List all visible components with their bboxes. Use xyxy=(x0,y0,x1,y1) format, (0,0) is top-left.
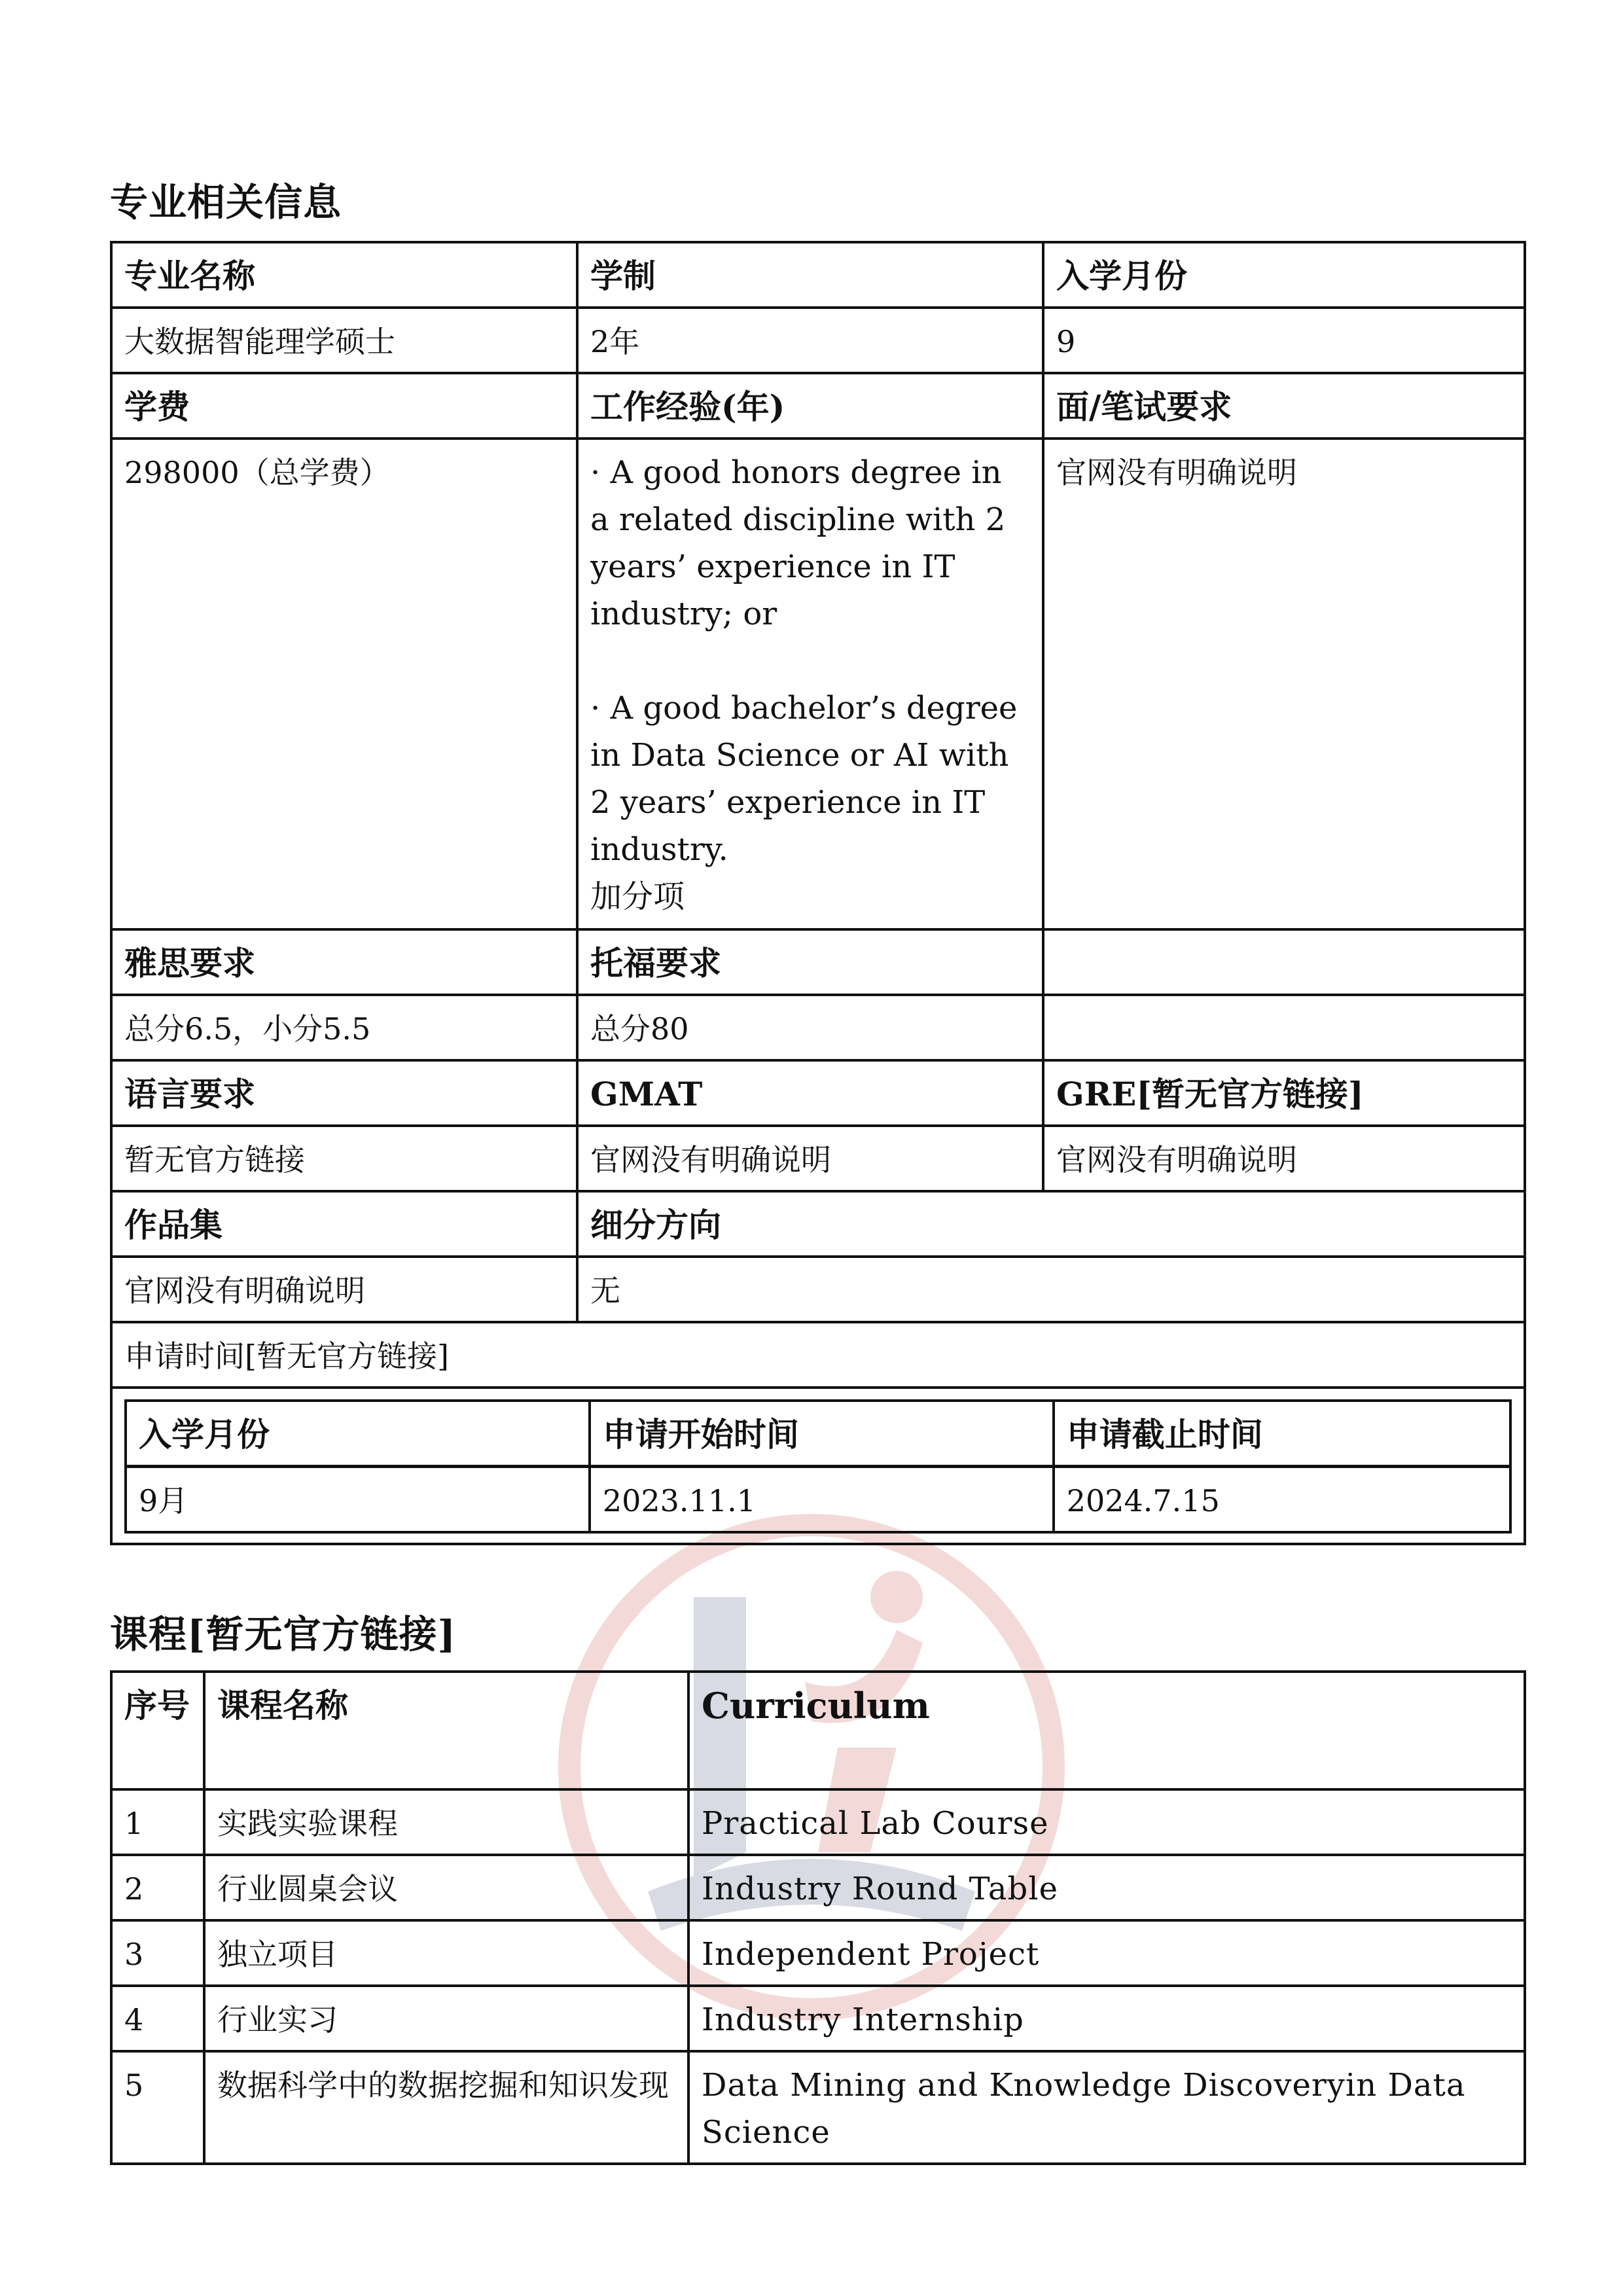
schedule-start-value: 2023.11.1 xyxy=(590,1467,1054,1533)
work-experience-item-1: · A good honors degree in a related discipline with 2 years’ experience in IT industry; or xyxy=(590,454,1006,632)
interview-label: 面/笔试要求 xyxy=(1043,373,1525,439)
gmat-label: GMAT xyxy=(577,1060,1043,1126)
curriculum-header-cn: 课程名称 xyxy=(204,1672,688,1789)
toefl-label: 托福要求 xyxy=(577,929,1043,995)
intake-value: 9 xyxy=(1043,308,1525,373)
intake-label: 入学月份 xyxy=(1043,242,1525,308)
language-label: 语言要求 xyxy=(111,1060,577,1126)
course-no: 3 xyxy=(111,1920,204,1986)
tuition-label: 学费 xyxy=(111,373,577,439)
curriculum-header-no: 序号 xyxy=(111,1672,204,1789)
schedule-intake-value: 9月 xyxy=(126,1467,590,1533)
course-cn: 数据科学中的数据挖掘和知识发现 xyxy=(204,2051,688,2164)
course-no: 5 xyxy=(111,2051,204,2164)
work-experience-item-2: · A good bachelor’s degree in Data Science or AI with 2 years’ experience in IT industry. xyxy=(590,690,1018,868)
schedule-header-deadline: 申请截止时间 xyxy=(1054,1401,1510,1467)
course-en: Industry Round Table xyxy=(688,1855,1525,1920)
schedule-header-start: 申请开始时间 xyxy=(590,1401,1054,1467)
curriculum-header-en: Curriculum xyxy=(688,1672,1525,1789)
table-row xyxy=(111,1920,1525,1986)
section-title-program-info: 专业相关信息 xyxy=(110,180,342,224)
gre-label: GRE[暂无官方链接] xyxy=(1043,1060,1525,1126)
work-experience-label: 工作经验(年) xyxy=(577,373,1043,439)
interview-value: 官网没有明确说明 xyxy=(1043,439,1525,929)
program-info-table xyxy=(110,241,1526,1545)
curriculum-table xyxy=(110,1670,1526,2165)
course-en: Practical Lab Course xyxy=(688,1789,1525,1855)
course-cn: 独立项目 xyxy=(204,1920,688,1986)
section-title-curriculum: 课程[暂无官方链接] xyxy=(110,1612,456,1657)
specialization-label: 细分方向 xyxy=(577,1191,1525,1257)
tuition-value: 298000（总学费） xyxy=(111,439,577,929)
course-cn: 行业实习 xyxy=(204,1986,688,2051)
course-en: Independent Project xyxy=(688,1920,1525,1986)
program-name-label: 专业名称 xyxy=(111,242,577,308)
gmat-value: 官网没有明确说明 xyxy=(577,1126,1043,1191)
ielts-label: 雅思要求 xyxy=(111,929,577,995)
schedule-deadline-value: 2024.7.15 xyxy=(1054,1467,1510,1533)
application-time-label: 申请时间[暂无官方链接] xyxy=(111,1322,1525,1388)
course-cn: 实践实验课程 xyxy=(204,1789,688,1855)
gre-value: 官网没有明确说明 xyxy=(1043,1126,1525,1191)
portfolio-value: 官网没有明确说明 xyxy=(111,1257,577,1322)
program-name-value: 大数据智能理学硕士 xyxy=(111,308,577,373)
course-en: Industry Internship xyxy=(688,1986,1525,2051)
toefl-value: 总分80 xyxy=(577,995,1043,1060)
table-row xyxy=(111,2051,1525,2164)
work-experience-value xyxy=(577,439,1043,929)
empty-cell xyxy=(1043,929,1525,995)
portfolio-label: 作品集 xyxy=(111,1191,577,1257)
duration-value: 2年 xyxy=(577,308,1043,373)
table-row xyxy=(111,1855,1525,1920)
schedule-header-intake: 入学月份 xyxy=(126,1401,590,1467)
empty-cell xyxy=(1043,995,1525,1060)
course-en: Data Mining and Knowledge Discoveryin Data Science xyxy=(688,2051,1525,2164)
specialization-value: 无 xyxy=(577,1257,1525,1322)
course-no: 4 xyxy=(111,1986,204,2051)
table-row xyxy=(111,1986,1525,2051)
application-schedule-table xyxy=(124,1399,1512,1534)
application-schedule xyxy=(111,1388,1525,1544)
ielts-value: 总分6.5，小分5.5 xyxy=(111,995,577,1060)
duration-label: 学制 xyxy=(577,242,1043,308)
course-no: 2 xyxy=(111,1855,204,1920)
work-experience-bonus: 加分项 xyxy=(590,878,685,915)
course-cn: 行业圆桌会议 xyxy=(204,1855,688,1920)
language-value: 暂无官方链接 xyxy=(111,1126,577,1191)
table-row xyxy=(111,1789,1525,1855)
course-no: 1 xyxy=(111,1789,204,1855)
